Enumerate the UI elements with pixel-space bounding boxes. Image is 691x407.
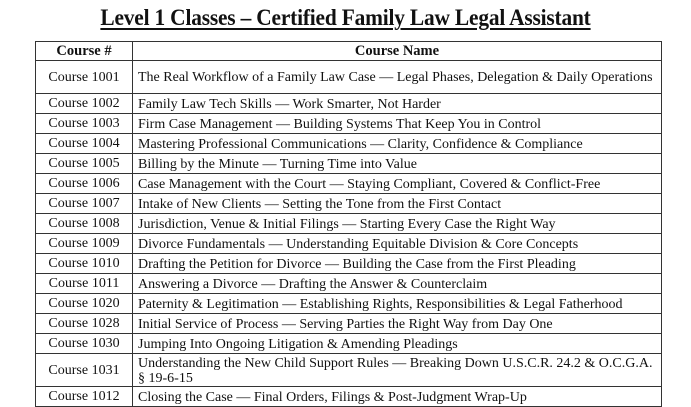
table-row: [36, 274, 662, 294]
course-name: Mastering Professional Communications — Clarity, Confidence & Compliance: [133, 134, 662, 154]
course-number: Course 1006: [36, 174, 133, 194]
course-name: Understanding the New Child Support Rules — Breaking Down U.S.C.R. 24.2 & O.C.G.A. § 19-6-15: [133, 354, 662, 387]
table-row: [36, 114, 662, 134]
course-number: Course 1001: [36, 61, 133, 94]
course-name: Paternity & Legitimation — Establishing Rights, Responsibilities & Legal Fatherhood: [133, 294, 662, 314]
table-row: [36, 314, 662, 334]
course-number: Course 1012: [36, 387, 133, 407]
table-row: [36, 387, 662, 407]
page-title: Level 1 Classes – Certified Family Law Legal Assistant: [100, 5, 591, 30]
table-row: [36, 294, 662, 314]
table-row: [36, 134, 662, 154]
course-number: Course 1020: [36, 294, 133, 314]
course-name: Intake of New Clients — Setting the Tone from the First Contact: [133, 194, 662, 214]
course-number: Course 1003: [36, 114, 133, 134]
course-number: Course 1030: [36, 334, 133, 354]
table-row: [36, 214, 662, 234]
course-table: [35, 41, 662, 407]
course-number: Course 1005: [36, 154, 133, 174]
course-name: Family Law Tech Skills — Work Smarter, Not Harder: [133, 94, 662, 114]
course-number: Course 1028: [36, 314, 133, 334]
course-name: Initial Service of Process — Serving Parties the Right Way from Day One: [133, 314, 662, 334]
course-number: Course 1008: [36, 214, 133, 234]
course-number: Course 1004: [36, 134, 133, 154]
course-name: Firm Case Management — Building Systems That Keep You in Control: [133, 114, 662, 134]
course-number: Course 1011: [36, 274, 133, 294]
course-number: Course 1031: [36, 354, 133, 387]
course-name: Answering a Divorce — Drafting the Answer & Counterclaim: [133, 274, 662, 294]
table-row: [36, 354, 662, 387]
course-number: Course 1007: [36, 194, 133, 214]
table-row: [36, 94, 662, 114]
course-number: Course 1009: [36, 234, 133, 254]
course-name: Divorce Fundamentals — Understanding Equitable Division & Core Concepts: [133, 234, 662, 254]
table-row: [36, 234, 662, 254]
table-row: [36, 154, 662, 174]
table-row: [36, 334, 662, 354]
table-row: [36, 194, 662, 214]
course-name: Billing by the Minute — Turning Time into Value: [133, 154, 662, 174]
table-row: [36, 174, 662, 194]
course-name: Drafting the Petition for Divorce — Building the Case from the First Pleading: [133, 254, 662, 274]
table-header-row: [36, 42, 662, 61]
course-name: Closing the Case — Final Orders, Filings & Post-Judgment Wrap-Up: [133, 387, 662, 407]
course-number: Course 1010: [36, 254, 133, 274]
course-name: Jumping Into Ongoing Litigation & Amending Pleadings: [133, 334, 662, 354]
table-row: [36, 254, 662, 274]
header-course-name: Course Name: [133, 42, 662, 61]
course-name: The Real Workflow of a Family Law Case — Legal Phases, Delegation & Daily Operations: [133, 61, 662, 94]
table-row: [36, 61, 662, 94]
course-name: Jurisdiction, Venue & Initial Filings — Starting Every Case the Right Way: [133, 214, 662, 234]
course-number: Course 1002: [36, 94, 133, 114]
header-course-number: Course #: [36, 42, 133, 61]
course-name: Case Management with the Court — Staying Compliant, Covered & Conflict-Free: [133, 174, 662, 194]
